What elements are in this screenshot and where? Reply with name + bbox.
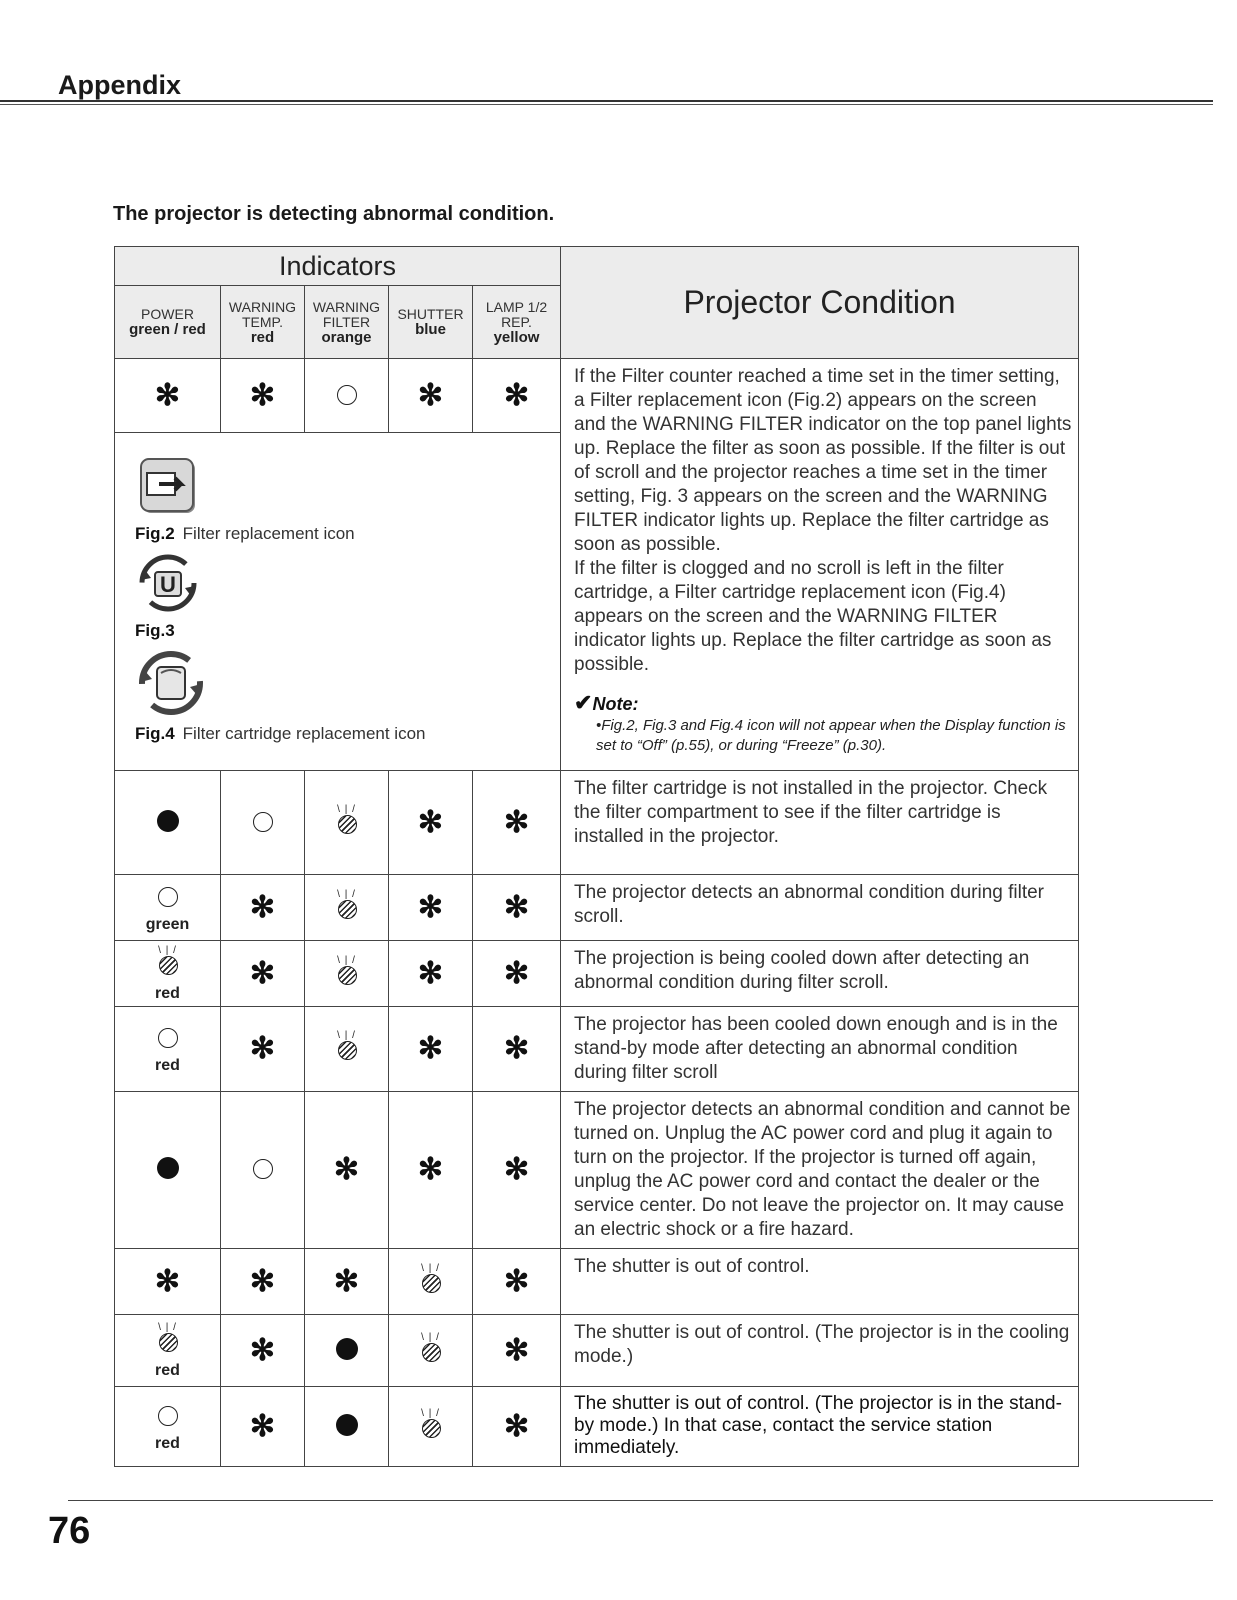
indicator-cell bbox=[389, 1249, 473, 1315]
indicator-cell bbox=[221, 771, 305, 875]
indicator-flashing-icon: ✻ bbox=[417, 956, 444, 990]
column-header-2 bbox=[305, 286, 389, 359]
indicator-cell bbox=[389, 1387, 473, 1467]
indicator-cell bbox=[389, 1007, 473, 1092]
indicator-cell bbox=[473, 1387, 561, 1467]
indicator-lit-icon bbox=[157, 1157, 179, 1179]
footer-rule bbox=[68, 1500, 1213, 1501]
table-row bbox=[115, 1007, 1079, 1092]
condition-text: The filter cartridge is not installed in the projector. Check the filter compartment to see if the filter cartridge is installed in the projector. bbox=[574, 778, 1048, 847]
indicator-flashing-icon: ✻ bbox=[503, 890, 530, 924]
indicator-table-wrapper bbox=[114, 246, 1078, 1467]
indicator-blinking-icon: \ | / bbox=[336, 956, 358, 986]
table-row bbox=[115, 1387, 1079, 1467]
note-heading bbox=[574, 691, 1072, 716]
condition-cell bbox=[561, 875, 1079, 941]
indicator-color-label: red bbox=[155, 1361, 180, 1379]
table-row bbox=[115, 1249, 1079, 1315]
indicator-flashing-icon: ✻ bbox=[249, 1409, 276, 1443]
table-row bbox=[115, 1092, 1079, 1249]
indicator-flashing-icon: ✻ bbox=[154, 378, 181, 412]
column-name: WARNING FILTER bbox=[312, 298, 381, 330]
indicator-off-icon bbox=[253, 1159, 273, 1179]
filter-scroll-icon bbox=[135, 550, 540, 621]
indicator-cell bbox=[473, 1092, 561, 1249]
indicator-flashing-icon: ✻ bbox=[417, 1032, 444, 1065]
indicators-heading: Indicators bbox=[115, 247, 561, 286]
indicator-off-icon bbox=[158, 1406, 178, 1426]
column-name: SHUTTER bbox=[397, 306, 464, 322]
condition-text: The projector detects an abnormal condition during filter scroll. bbox=[574, 882, 1044, 927]
indicator-color-label: red bbox=[155, 1057, 180, 1074]
indicator-cell bbox=[221, 1387, 305, 1467]
section-title: Appendix bbox=[58, 70, 182, 100]
indicator-flashing-icon: ✻ bbox=[417, 378, 444, 412]
indicator-cell bbox=[305, 1249, 389, 1315]
condition-text: The projector has been cooled down enough and is in the stand-by mode after detecting an abnormal condition during filter scroll bbox=[574, 1014, 1058, 1083]
figure-id: Fig.3 bbox=[135, 621, 175, 640]
indicator-cell bbox=[115, 359, 221, 433]
column-color: blue bbox=[415, 321, 446, 338]
indicator-cell bbox=[305, 1092, 389, 1249]
table-row bbox=[115, 1315, 1079, 1387]
indicator-blinking-icon: \ | / bbox=[157, 946, 179, 976]
indicator-cell bbox=[305, 941, 389, 1007]
page-number: 76 bbox=[48, 1510, 91, 1552]
indicator-color-label: red bbox=[155, 1434, 180, 1452]
condition-cell bbox=[561, 1387, 1079, 1467]
condition-cell bbox=[561, 771, 1079, 875]
indicator-color-label: green bbox=[145, 915, 190, 933]
condition-text: If the Filter counter reached a time set in the timer setting, a Filter replacement icon (Fig.2) appears on the screen and the WARNING FILTER indicator on the top panel lights up. Replace the filter as soon as possible. If the filter is out of scroll and the projector reaches a time set in the timer setting, Fig. 3 appears on the screen and the WARNING FILTER indicator lights up. Replace the filter cartridge as soon as possible. bbox=[574, 366, 1072, 555]
indicator-cell bbox=[389, 359, 473, 433]
header-rule-thin bbox=[0, 104, 1213, 105]
indicator-flashing-icon: ✻ bbox=[249, 956, 276, 990]
indicator-flashing-icon: ✻ bbox=[249, 1333, 276, 1367]
indicator-cell bbox=[473, 771, 561, 875]
indicator-cell bbox=[221, 1315, 305, 1387]
indicator-cell bbox=[115, 1092, 221, 1249]
indicator-cell bbox=[305, 875, 389, 941]
indicator-cell bbox=[389, 875, 473, 941]
table-row bbox=[115, 875, 1079, 941]
indicator-cell bbox=[473, 941, 561, 1007]
indicator-cell bbox=[389, 1092, 473, 1249]
indicator-cell bbox=[389, 771, 473, 875]
indicator-cell bbox=[221, 941, 305, 1007]
indicator-cell bbox=[473, 875, 561, 941]
figure bbox=[135, 550, 540, 641]
indicator-flashing-icon: ✻ bbox=[503, 1032, 530, 1065]
indicator-flashing-icon: ✻ bbox=[249, 1264, 276, 1298]
indicator-blinking-icon: \ | / bbox=[420, 1409, 442, 1439]
indicator-off-icon bbox=[158, 887, 178, 907]
indicator-flashing-icon: ✻ bbox=[503, 1153, 530, 1186]
indicator-color-label: red bbox=[155, 984, 180, 1002]
filter-cartridge-replacement-icon bbox=[135, 647, 540, 724]
indicator-blinking-icon: \ | / bbox=[157, 1323, 179, 1353]
indicator-cell bbox=[115, 941, 221, 1007]
condition-cell bbox=[561, 1315, 1079, 1387]
figure-caption-text: Filter replacement icon bbox=[182, 524, 355, 543]
indicator-lit-icon bbox=[336, 1414, 358, 1436]
indicator-cell bbox=[305, 359, 389, 433]
figure bbox=[135, 453, 540, 544]
figures-cell bbox=[115, 433, 561, 771]
checkmark-icon: ✔ bbox=[574, 690, 593, 715]
indicator-cell bbox=[221, 359, 305, 433]
indicator-cell bbox=[473, 359, 561, 433]
indicator-cell bbox=[115, 771, 221, 875]
indicator-cell bbox=[389, 1315, 473, 1387]
indicator-flashing-icon: ✻ bbox=[417, 805, 444, 839]
column-color: yellow bbox=[493, 328, 540, 346]
indicator-flashing-icon: ✻ bbox=[249, 1032, 276, 1065]
condition-text: The shutter is out of control. (The projector is in the stand-by mode.) In that case, contact the service station immediately. bbox=[574, 1393, 1062, 1458]
condition-text: The shutter is out of control. bbox=[574, 1256, 810, 1277]
figure-caption bbox=[135, 524, 540, 544]
indicator-flashing-icon: ✻ bbox=[154, 1264, 181, 1298]
table-row bbox=[115, 771, 1079, 875]
condition-cell bbox=[561, 941, 1079, 1007]
column-color: red bbox=[250, 328, 275, 346]
indicator-cell bbox=[473, 1249, 561, 1315]
condition-cell bbox=[561, 1007, 1079, 1092]
column-color: green / red bbox=[129, 321, 206, 338]
column-name: LAMP 1/2 REP. bbox=[485, 298, 548, 330]
indicator-cell bbox=[115, 875, 221, 941]
indicator-cell bbox=[221, 1249, 305, 1315]
svg-text:U: U bbox=[160, 572, 176, 597]
indicator-cell bbox=[305, 1387, 389, 1467]
indicator-blinking-icon: \ | / bbox=[420, 1333, 442, 1363]
indicator-blinking-icon: \ | / bbox=[336, 805, 358, 835]
indicator-cell bbox=[389, 941, 473, 1007]
indicator-lit-icon bbox=[336, 1338, 358, 1360]
figure bbox=[135, 647, 540, 744]
note-title: Note: bbox=[592, 694, 639, 714]
indicator-cell bbox=[305, 1315, 389, 1387]
indicator-cell bbox=[305, 1007, 389, 1092]
condition-text: The projection is being cooled down after detecting an abnormal condition during filter scroll. bbox=[574, 948, 1030, 993]
indicator-cell bbox=[221, 1092, 305, 1249]
indicator-cell bbox=[115, 1315, 221, 1387]
condition-cell bbox=[561, 359, 1079, 771]
indicator-flashing-icon: ✻ bbox=[333, 1264, 360, 1298]
projector-condition-heading: Projector Condition bbox=[561, 247, 1079, 359]
table-row bbox=[115, 941, 1079, 1007]
page-subtitle: The projector is detecting abnormal condition. bbox=[113, 203, 555, 225]
indicator-cell bbox=[473, 1315, 561, 1387]
indicator-flashing-icon: ✻ bbox=[417, 1153, 444, 1186]
column-color: orange bbox=[321, 328, 372, 346]
figure-id: Fig.2 bbox=[135, 524, 175, 543]
column-header-3 bbox=[389, 286, 473, 359]
header-rule bbox=[0, 100, 1213, 102]
indicator-flashing-icon: ✻ bbox=[249, 378, 276, 412]
table-row bbox=[115, 359, 1079, 433]
indicator-cell bbox=[115, 1007, 221, 1092]
indicator-blinking-icon: \ | / bbox=[336, 890, 358, 920]
indicator-lit-icon bbox=[157, 810, 179, 832]
indicator-flashing-icon: ✻ bbox=[503, 956, 530, 990]
indicator-cell bbox=[473, 1007, 561, 1092]
filter-replacement-icon bbox=[135, 453, 540, 524]
indicator-cell bbox=[115, 1249, 221, 1315]
condition-text: The projector detects an abnormal condition and cannot be turned on. Unplug the AC power cord and plug it again to turn on the projector. If the projector is turned off again, unplug the AC power cord and contact the dealer or the service center. Do not leave the projector on. It may cause an electric shock or a fire hazard. bbox=[574, 1099, 1071, 1240]
indicator-flashing-icon: ✻ bbox=[503, 378, 530, 412]
figure-caption-text: Filter cartridge replacement icon bbox=[182, 724, 426, 743]
indicator-flashing-icon: ✻ bbox=[417, 890, 444, 924]
indicator-cell bbox=[305, 771, 389, 875]
figure-id: Fig.4 bbox=[135, 724, 175, 743]
indicator-flashing-icon: ✻ bbox=[503, 1264, 530, 1298]
indicator-cell bbox=[221, 1007, 305, 1092]
indicator-off-icon bbox=[337, 385, 357, 405]
figure-caption bbox=[135, 621, 540, 641]
indicator-cell bbox=[115, 1387, 221, 1467]
indicator-flashing-icon: ✻ bbox=[503, 1333, 530, 1367]
indicator-off-icon bbox=[158, 1028, 178, 1048]
column-header-4 bbox=[473, 286, 561, 359]
column-name: POWER bbox=[141, 306, 194, 322]
indicator-flashing-icon: ✻ bbox=[249, 890, 276, 924]
figure-caption bbox=[135, 724, 540, 744]
condition-text: The shutter is out of control. (The projector is in the cooling mode.) bbox=[574, 1322, 1070, 1367]
indicator-table bbox=[114, 246, 1079, 1467]
indicator-blinking-icon: \ | / bbox=[336, 1031, 358, 1061]
condition-text: If the filter is clogged and no scroll is left in the filter cartridge, a Filter cartridge replacement icon (Fig.4) appears on the screen and the WARNING FILTER indicator lights up. Replace the filter cartridge as soon as possible. bbox=[574, 558, 1052, 675]
column-header-1 bbox=[221, 286, 305, 359]
condition-cell bbox=[561, 1249, 1079, 1315]
column-name: WARNING TEMP. bbox=[228, 298, 297, 330]
note-text: •Fig.2, Fig.3 and Fig.4 icon will not appear when the Display function is set to “Off” (p.55), or during “Freeze” (p.30). bbox=[596, 717, 1066, 754]
indicator-flashing-icon: ✻ bbox=[503, 805, 530, 839]
indicator-blinking-icon: \ | / bbox=[420, 1264, 442, 1294]
indicator-flashing-icon: ✻ bbox=[503, 1409, 530, 1443]
condition-cell bbox=[561, 1092, 1079, 1249]
indicator-off-icon bbox=[253, 812, 273, 832]
indicator-cell bbox=[221, 875, 305, 941]
indicator-flashing-icon: ✻ bbox=[333, 1153, 360, 1186]
column-header-0 bbox=[115, 286, 221, 359]
